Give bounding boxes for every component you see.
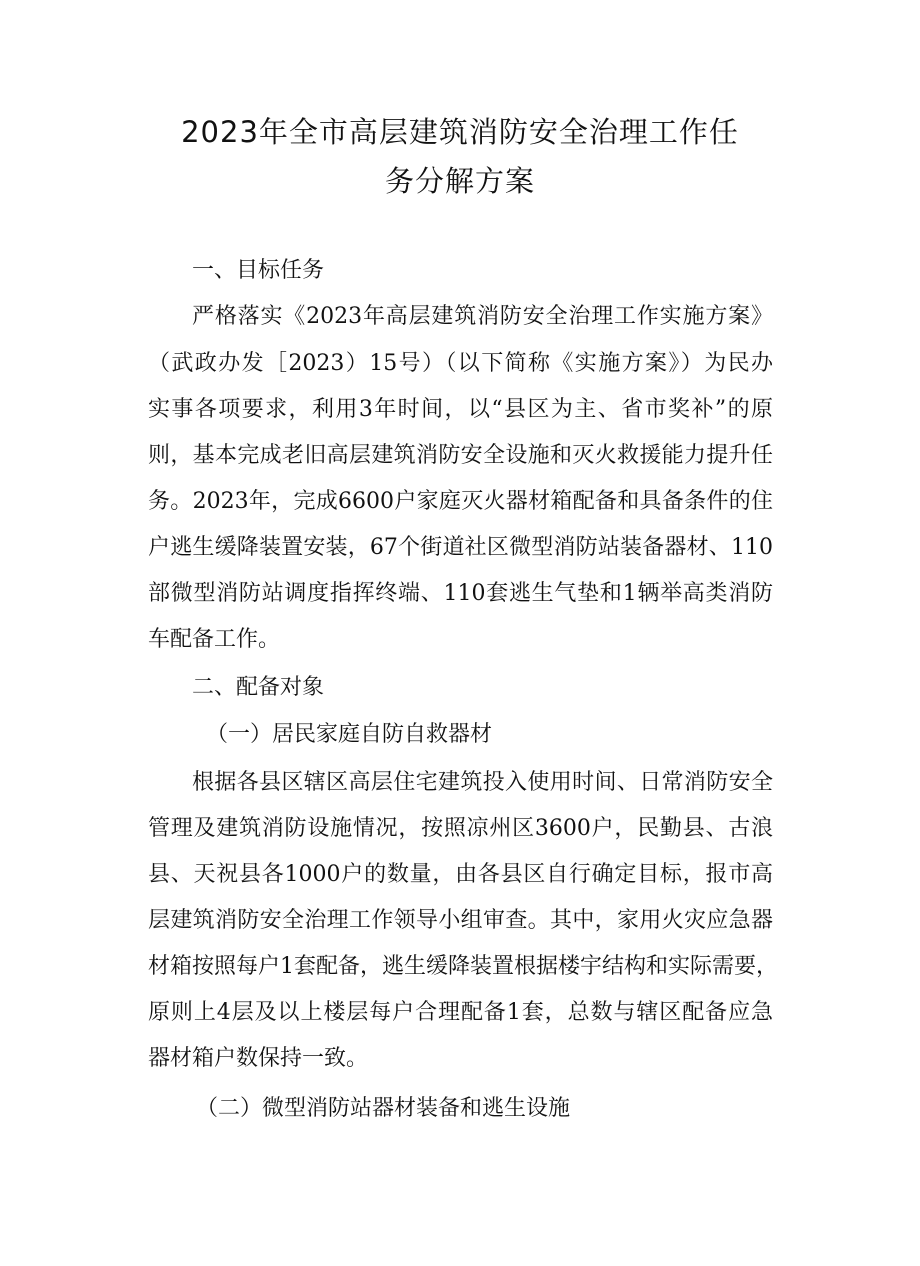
paragraph-line: 县、天祝县各1000户的数量，由各县区自行确定目标，报市高 [148,862,773,887]
section-heading-goals: 一、目标任务 [192,258,325,283]
document-title-line-2: 务分解方案 [384,164,535,198]
paragraph-line: 器材箱户数保持一致。 [148,1046,369,1071]
paragraph-line: 原则上4层及以上楼层每户合理配备1套，总数与辖区配备应急 [148,1000,773,1025]
paragraph-line: 则，基本完成老旧高层建筑消防安全设施和灭火救援能力提升任 [148,443,773,468]
paragraph-line: 根据各县区辖区高层住宅建筑投入使用时间、日常消防安全 [192,770,773,795]
paragraph-line: 务。2023年，完成6600户家庭灭火器材箱配备和具备条件的住 [148,489,773,514]
paragraph-line: （武政办发［2023）15号）（以下简称《实施方案》）为民办 [148,351,773,376]
paragraph-line: 车配备工作。 [148,627,281,652]
paragraph-line: 材箱按照每户1套配备，逃生缓降装置根据楼宇结构和实际需要， [148,954,778,979]
paragraph-line: 实事各项要求，利用3年时间，以“县区为主、省市奖补”的原 [148,397,773,422]
paragraph-line: 严格落实《2023年高层建筑消防安全治理工作实施方案》 [192,304,773,329]
document-title-line-1: 2023年全市高层建筑消防安全治理工作任 [181,115,739,149]
paragraph-line: 管理及建筑消防设施情况，按照凉州区3600户，民勤县、古浪 [148,816,773,841]
paragraph-line: 户逃生缓降装置安装，67个街道社区微型消防站装备器材、110 [148,535,773,560]
subsection-heading-micro-station: （二）微型消防站器材装备和逃生设施 [196,1096,571,1121]
paragraph-line: 层建筑消防安全治理工作领导小组审查。其中，家用火灾应急器 [148,908,773,933]
section-heading-targets: 二、配备对象 [192,675,325,700]
subsection-heading-household: （一）居民家庭自防自救器材 [206,722,493,747]
paragraph-line: 部微型消防站调度指挥终端、110套逃生气垫和1辆举高类消防 [148,581,773,606]
